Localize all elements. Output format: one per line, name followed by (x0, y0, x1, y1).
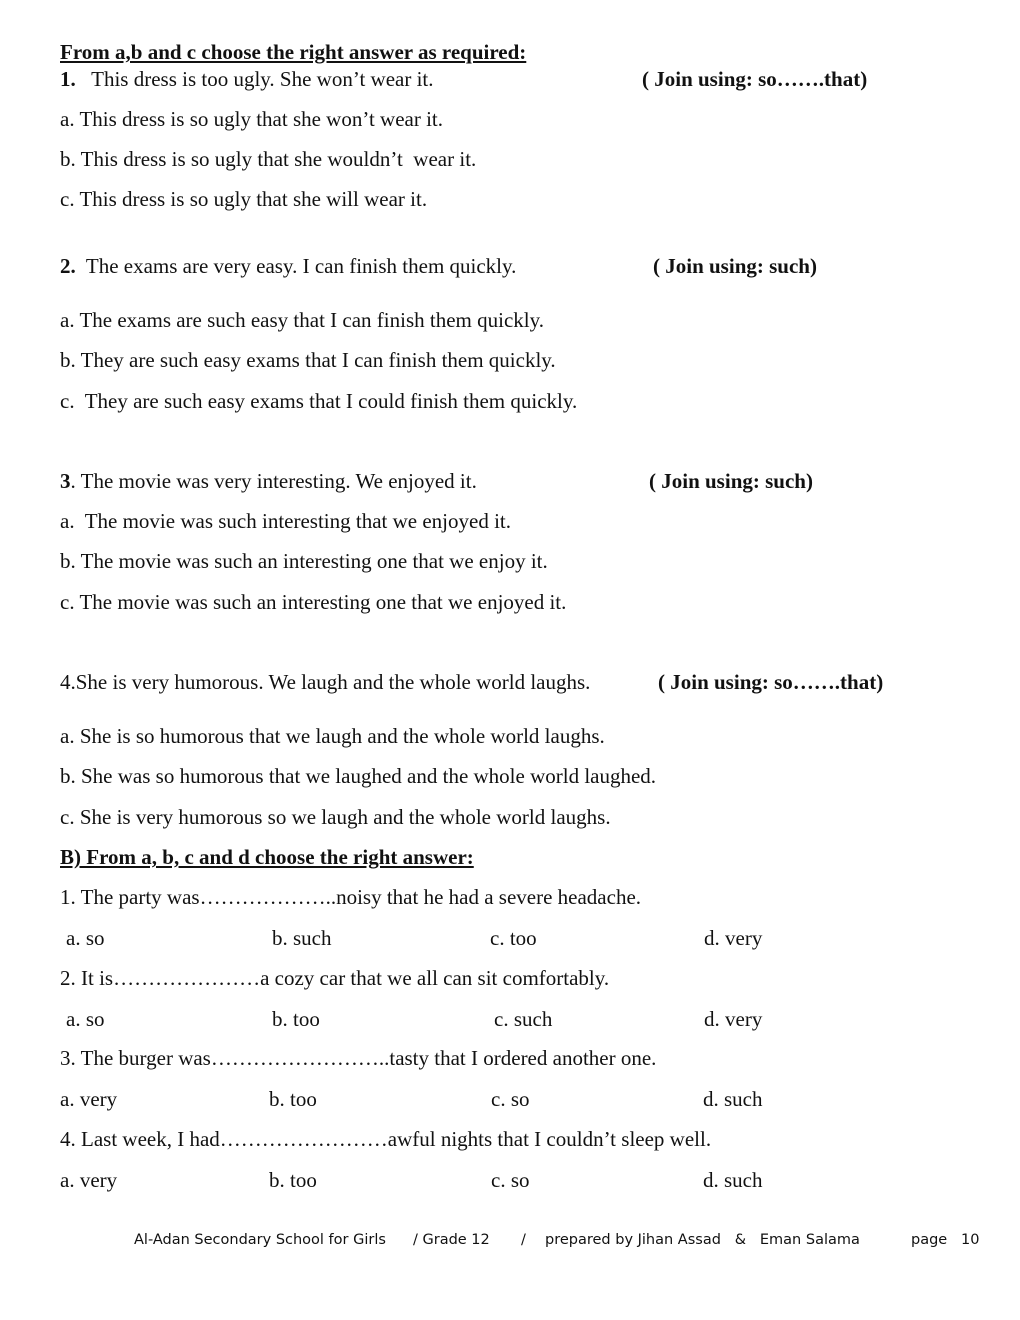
mcq-2-option-a[interactable]: a. so (66, 1007, 105, 1031)
question-2-number: 2. (60, 254, 76, 278)
mcq-1-option-a[interactable]: a. so (66, 926, 105, 950)
mcq-1-option-c[interactable]: c. too (490, 926, 537, 950)
footer-page-label: page (911, 1232, 948, 1248)
question-3-option-a[interactable]: a. The movie was such interesting that we enjoyed it. (60, 509, 511, 533)
footer-separator: / (521, 1232, 526, 1248)
question-1-text: This dress is too ugly. She won’t wear it. (91, 67, 434, 91)
mcq-3-option-b[interactable]: b. too (269, 1087, 317, 1111)
section-b-heading: B) From a, b, c and d choose the right answer: (60, 845, 474, 869)
mcq-3-option-d[interactable]: d. such (703, 1087, 763, 1111)
question-1-option-c[interactable]: c. This dress is so ugly that she will wear it. (60, 187, 428, 211)
question-2-option-b[interactable]: b. They are such easy exams that I can finish them quickly. (60, 348, 556, 372)
mcq-4-option-c[interactable]: c. so (491, 1168, 530, 1192)
section-a-heading: From a,b and c choose the right answer as required: (60, 40, 527, 64)
question-1-number: 1. (60, 67, 76, 91)
question-3-number: 3 (60, 469, 71, 493)
question-4 (60, 669, 590, 695)
question-4-option-c[interactable]: c. She is very humorous so we laugh and the whole world laughs. (60, 805, 611, 829)
footer-grade: / Grade 12 (413, 1232, 490, 1248)
mcq-4-option-d[interactable]: d. such (703, 1168, 763, 1192)
question-4-option-b[interactable]: b. She was so humorous that we laughed and the whole world laughed. (60, 764, 657, 788)
mcq-3-option-a[interactable]: a. very (60, 1087, 118, 1111)
footer-school: Al-Adan Secondary School for Girls (134, 1232, 386, 1248)
mcq-4-option-a[interactable]: a. very (60, 1168, 118, 1192)
mcq-1-text: 1. The party was………………..noisy that he had a severe headache. (60, 885, 642, 909)
mcq-2-option-c[interactable]: c. such (494, 1007, 553, 1031)
footer-page-number: 10 (961, 1232, 980, 1248)
question-4-instruction: ( Join using: so…….that) (658, 670, 884, 694)
mcq-1-option-b[interactable]: b. such (272, 926, 332, 950)
question-2-text: The exams are very easy. I can finish them quickly. (85, 254, 517, 278)
question-1-instruction: ( Join using: so…….that) (642, 67, 868, 91)
question-2-option-c[interactable]: c. They are such easy exams that I could finish them quickly. (60, 389, 578, 413)
question-1-option-a[interactable]: a. This dress is so ugly that she won’t wear it. (60, 107, 444, 131)
question-3-instruction: ( Join using: such) (649, 469, 813, 493)
mcq-4-text: 4. Last week, I had……………………awful nights that I couldn’t sleep well. (60, 1127, 712, 1151)
mcq-2-text: 2. It is…………………a cozy car that we all can sit comfortably. (60, 966, 610, 990)
question-2-instruction: ( Join using: such) (653, 254, 817, 278)
question-2-option-a[interactable]: a. The exams are such easy that I can finish them quickly. (60, 308, 545, 332)
question-2 (60, 253, 516, 279)
mcq-1-option-d[interactable]: d. very (704, 926, 763, 950)
footer-prepared-by: prepared by Jihan Assad & Eman Salama (545, 1232, 860, 1248)
mcq-2-option-b[interactable]: b. too (272, 1007, 320, 1031)
question-4-text: 4.She is very humorous. We laugh and the whole world laughs. (60, 670, 591, 694)
mcq-3-text: 3. The burger was……………………..tasty that I ordered another one. (60, 1046, 657, 1070)
mcq-2-option-d[interactable]: d. very (704, 1007, 763, 1031)
question-3 (60, 468, 477, 494)
question-1-option-b[interactable]: b. This dress is so ugly that she wouldn’t wear it. (60, 147, 477, 171)
mcq-3-option-c[interactable]: c. so (491, 1087, 530, 1111)
question-4-option-a[interactable]: a. She is so humorous that we laugh and the whole world laughs. (60, 724, 605, 748)
question-3-option-b[interactable]: b. The movie was such an interesting one that we enjoy it. (60, 549, 548, 573)
question-1 (60, 66, 434, 92)
mcq-4-option-b[interactable]: b. too (269, 1168, 317, 1192)
question-3-text: . The movie was very interesting. We enjoyed it. (70, 469, 477, 493)
question-3-option-c[interactable]: c. The movie was such an interesting one that we enjoyed it. (60, 590, 567, 614)
